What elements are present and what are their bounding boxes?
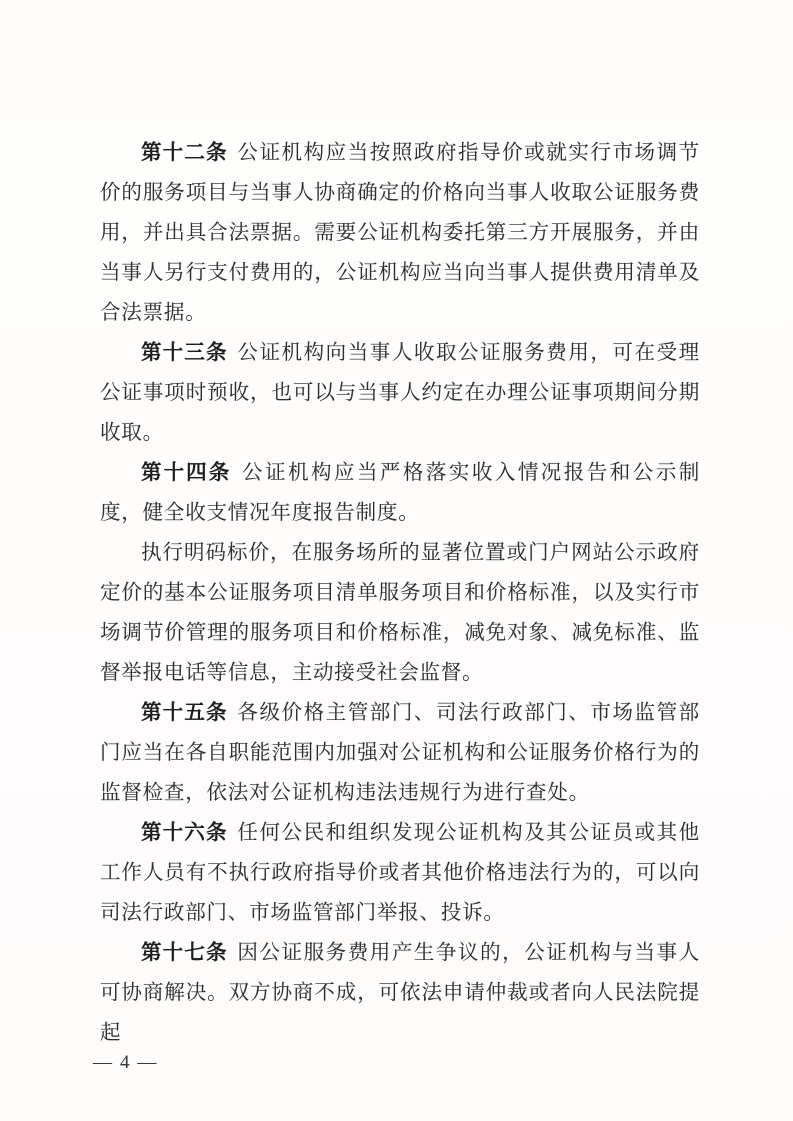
paragraph-article-13 xyxy=(100,333,700,453)
paragraph-text: 因公证服务费用产生争议的，公证机构与当事人可协商解决。双方协商不成，可依法申请仲裁或者向人民法院提起 xyxy=(100,942,700,1044)
page-number: — 4 — xyxy=(93,1052,158,1073)
article-heading: 第十六条 xyxy=(141,822,228,844)
article-heading: 第十七条 xyxy=(141,942,228,964)
document-body xyxy=(100,133,700,1053)
paragraph-text: 任何公民和组织发现公证机构及其公证员或其他工作人员有不执行政府指导价或者其他价格违法行为的，可以向司法行政部门、市场监管部门举报、投诉。 xyxy=(100,822,700,924)
paragraph-article-15 xyxy=(100,693,700,813)
paragraph-text: 各级价格主管部门、司法行政部门、市场监管部门应当在各自职能范围内加强对公证机构和公证服务价格行为的监督检查，依法对公证机构违法违规行为进行查处。 xyxy=(100,702,700,804)
article-heading: 第十四条 xyxy=(141,462,232,484)
paragraph-article-14 xyxy=(100,453,700,533)
paragraph-article-14-clause-2 xyxy=(100,533,700,693)
paragraph-article-16 xyxy=(100,813,700,933)
paragraph-article-17 xyxy=(100,933,700,1053)
paragraph-article-12 xyxy=(100,133,700,333)
paragraph-text: 公证机构向当事人收取公证服务费用，可在受理公证事项时预收，也可以与当事人约定在办理公证事项期间分期收取。 xyxy=(100,342,700,444)
article-heading: 第十五条 xyxy=(141,702,228,724)
paragraph-text: 执行明码标价，在服务场所的显著位置或门户网站公示政府定价的基本公证服务项目清单服务项目和价格标准，以及实行市场调节价管理的服务项目和价格标准，减免对象、减免标准、监督举报电话等信息，主动接受社会监督。 xyxy=(100,542,700,684)
paragraph-text: 公证机构应当按照政府指导价或就实行市场调节价的服务项目与当事人协商确定的价格向当事人收取公证服务费用，并出具合法票据。需要公证机构委托第三方开展服务，并由当事人另行支付费用的，公证机构应当向当事人提供费用清单及合法票据。 xyxy=(100,142,700,324)
paragraph-text: 公证机构应当严格落实收入情况报告和公示制度，健全收支情况年度报告制度。 xyxy=(100,462,701,524)
article-heading: 第十二条 xyxy=(141,142,228,164)
article-heading: 第十三条 xyxy=(141,342,228,364)
